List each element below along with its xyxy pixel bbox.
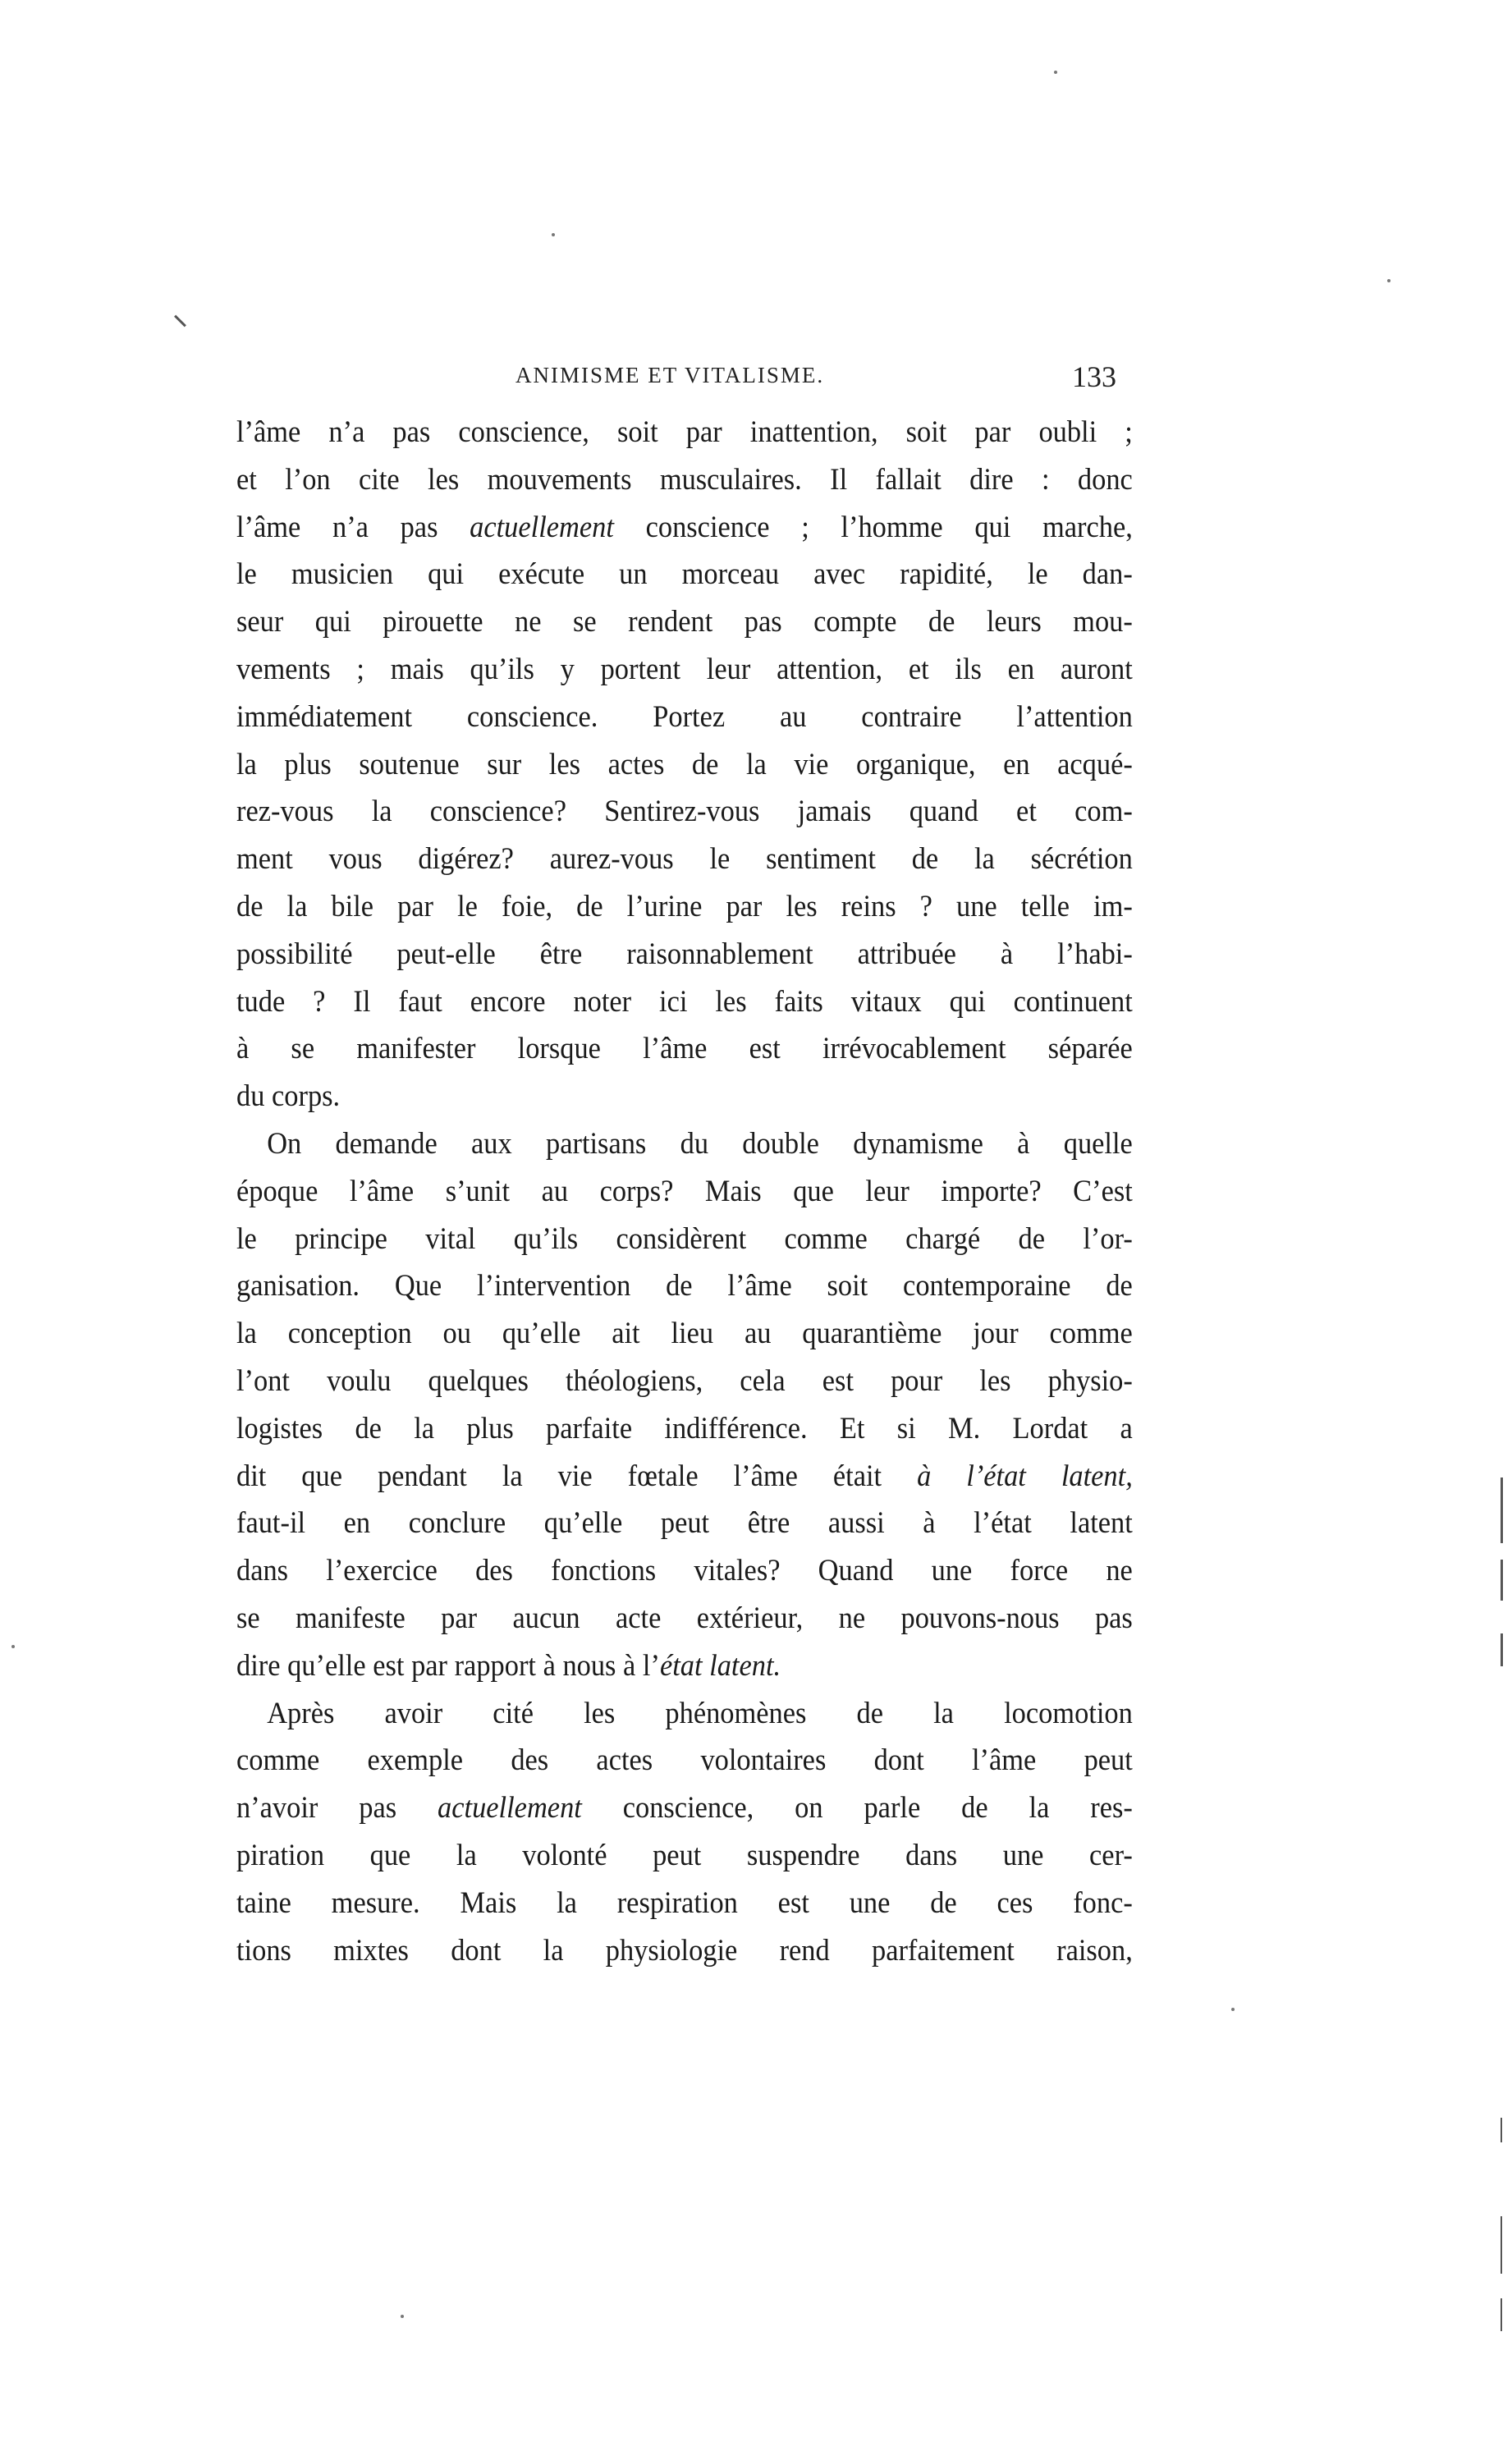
- text-line: n’avoir pas actuellement conscience, on parle de la res-: [236, 1791, 1133, 1826]
- text-line: ganisation. Que l’intervention de l’âme soit contemporaine de: [236, 1269, 1133, 1303]
- scan-artifact-dot: [552, 233, 555, 236]
- text-line: l’ont voulu quelques théologiens, cela est pour les physio-: [236, 1363, 1133, 1398]
- text-line: le principe vital qu’ils considèrent comme chargé de l’or-: [236, 1221, 1133, 1256]
- text-line: dire qu’elle est par rapport à nous à l’état latent.: [236, 1648, 781, 1683]
- running-head: [236, 360, 1133, 401]
- scan-artifact-dot: [11, 1645, 15, 1648]
- scan-artifact-dot: [1387, 279, 1391, 282]
- text-line: tude ? Il faut encore noter ici les faits vitaux qui continuent: [236, 984, 1133, 1019]
- text-line: à se manifester lorsque l’âme est irrévocablement séparée: [236, 1032, 1133, 1066]
- scan-artifact-mark: [174, 315, 186, 328]
- text-line: et l’on cite les mouvements musculaires. Il fallait dire : donc: [236, 462, 1133, 497]
- text-line: vements ; mais qu’ils y portent leur attention, et ils en auront: [236, 652, 1133, 686]
- text-line: la plus soutenue sur les actes de la vie organique, en acqué-: [236, 747, 1133, 781]
- page-number: 133: [1072, 360, 1116, 393]
- body-text: [236, 409, 1133, 1974]
- text-line: dit que pendant la vie fœtale l’âme était à l’état latent,: [236, 1459, 1133, 1493]
- scan-artifact-dot: [1231, 2008, 1235, 2011]
- text-line: de la bile par le foie, de l’urine par les reins ? une telle im-: [236, 889, 1133, 923]
- text-line: seur qui pirouette ne se rendent pas compte de leurs mou-: [236, 605, 1133, 639]
- scan-artifact-dot: [401, 2315, 404, 2318]
- scan-artifact-mark: [1501, 1477, 1503, 1543]
- running-title: ANIMISME ET VITALISME.: [515, 363, 825, 387]
- text-line: faut-il en conclure qu’elle peut être aussi à l’état latent: [236, 1506, 1133, 1541]
- text-line: dans l’exercice des fonctions vitales? Quand une force ne: [236, 1554, 1133, 1588]
- scan-artifact-dot: [1054, 71, 1057, 74]
- text-line: taine mesure. Mais la respiration est une de ces fonc-: [236, 1885, 1133, 1920]
- text-line: du corps.: [236, 1079, 341, 1114]
- text-line: ment vous digérez? aurez-vous le sentiment de la sécrétion: [236, 842, 1133, 877]
- text-line: piration que la volonté peut suspendre dans une cer-: [236, 1838, 1133, 1872]
- scan-artifact-mark: [1501, 1633, 1503, 1666]
- text-line: le musicien qui exécute un morceau avec rapidité, le dan-: [236, 557, 1133, 592]
- text-line: la conception ou qu’elle ait lieu au quarantième jour comme: [236, 1317, 1133, 1351]
- text-line: se manifeste par aucun acte extérieur, ne pouvons-nous pas: [236, 1601, 1133, 1635]
- text-line: possibilité peut-elle être raisonnablement attribuée à l’habi-: [236, 937, 1133, 971]
- scan-artifact-mark: [1501, 2216, 1502, 2274]
- scan-artifact-mark: [1501, 2298, 1502, 2331]
- paragraph-start-line: On demande aux partisans du double dynamisme à quelle: [267, 1126, 1133, 1161]
- scan-artifact-mark: [1501, 1560, 1503, 1601]
- paragraph-start-line: Après avoir cité les phénomènes de la locomotion: [267, 1696, 1133, 1730]
- text-line: époque l’âme s’unit au corps? Mais que leur importe? C’est: [236, 1174, 1133, 1208]
- text-line: comme exemple des actes volontaires dont l’âme peut: [236, 1743, 1133, 1778]
- text-line: logistes de la plus parfaite indifférence. Et si M. Lordat a: [236, 1411, 1133, 1445]
- text-line: tions mixtes dont la physiologie rend parfaitement raison,: [236, 1933, 1133, 1968]
- text-line: l’âme n’a pas actuellement conscience ; l’homme qui marche,: [236, 510, 1133, 544]
- scan-artifact-mark: [1501, 2118, 1502, 2142]
- text-line: rez-vous la conscience? Sentirez-vous jamais quand et com-: [236, 795, 1133, 829]
- text-line: immédiatement conscience. Portez au contraire l’attention: [236, 699, 1133, 734]
- text-line: l’âme n’a pas conscience, soit par inattention, soit par oubli ;: [236, 415, 1133, 449]
